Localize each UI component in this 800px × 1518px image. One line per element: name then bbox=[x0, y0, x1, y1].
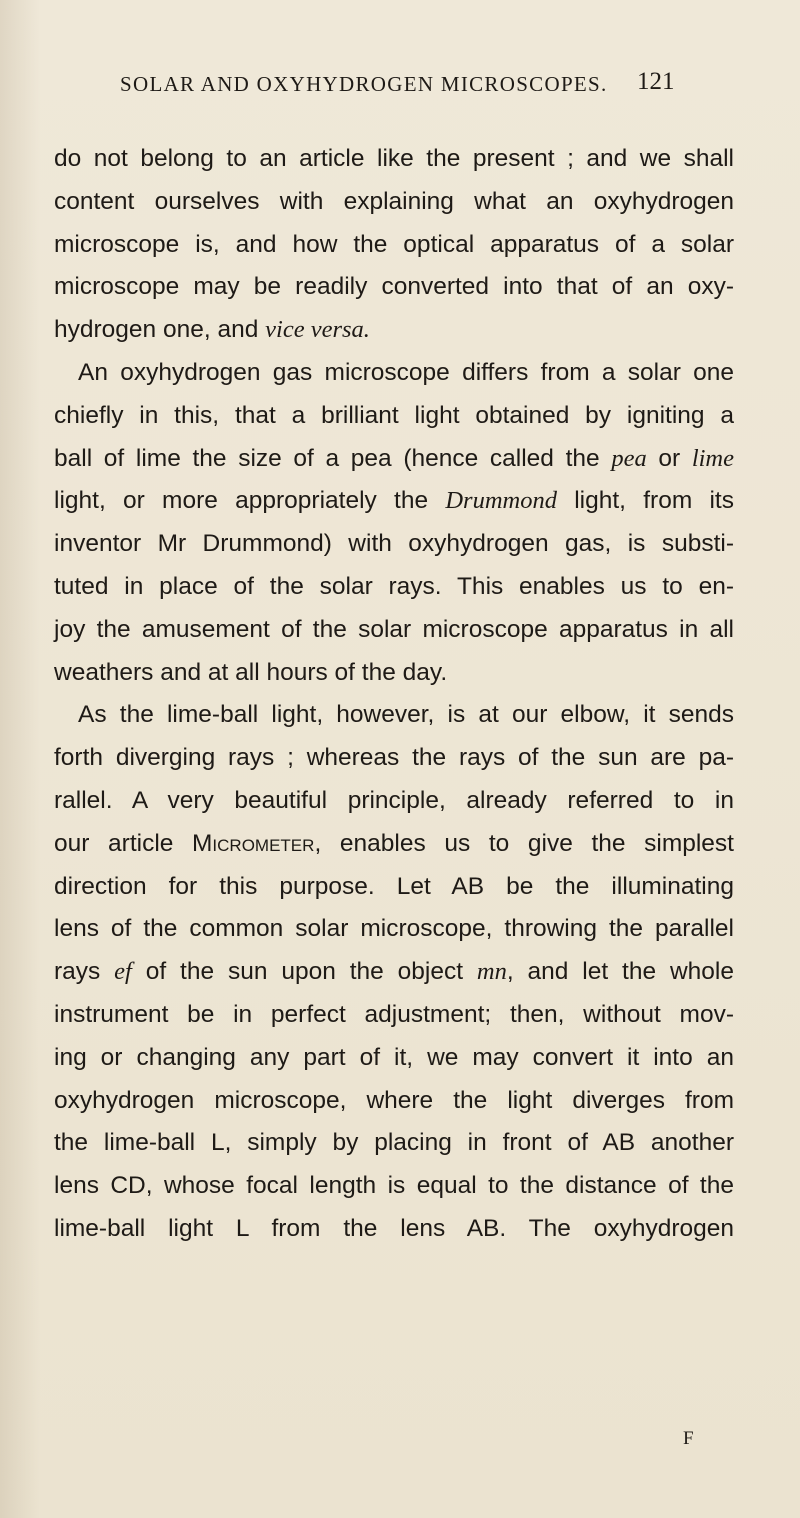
text-line: the lime-ball L, simply by placing in front of AB another bbox=[54, 1129, 734, 1157]
text-line: inventor Mr Drummond) with oxyhydrogen gas, is substi- bbox=[54, 530, 734, 558]
text-line: direction for this purpose. Let AB be the illuminating bbox=[54, 872, 734, 900]
signature-mark: F bbox=[683, 1428, 694, 1449]
text-line bbox=[54, 951, 734, 994]
text-line bbox=[54, 823, 734, 866]
running-title: SOLAR AND OXYHYDROGEN MICROSCOPES. bbox=[120, 72, 608, 96]
italic-phrase: Drummond bbox=[445, 487, 557, 515]
italic-phrase: mn bbox=[476, 958, 507, 986]
text-line: weathers and at all hours of the day. bbox=[54, 658, 448, 686]
text-segment: , and let the whole bbox=[506, 958, 735, 986]
text-line: joy the amusement of the solar microscope apparatus in all bbox=[54, 615, 734, 643]
italic-phrase: lime bbox=[691, 444, 734, 472]
text-line: instrument be in perfect adjustment; then, without mov- bbox=[54, 1000, 734, 1028]
text-line: forth diverging rays ; whereas the rays of the sun are pa- bbox=[54, 744, 734, 772]
text-line: microscope may be readily converted into that of an oxy- bbox=[54, 273, 734, 301]
italic-phrase: ef bbox=[114, 958, 132, 986]
text-line: rallel. A very beautiful principle, already referred to in bbox=[54, 786, 734, 814]
text-line bbox=[54, 438, 734, 481]
text-segment: our article bbox=[54, 829, 193, 857]
text-segment: rays bbox=[54, 958, 115, 986]
small-caps-phrase: Micrometer bbox=[192, 829, 315, 857]
italic-phrase: vice versa. bbox=[265, 316, 370, 344]
text-line bbox=[54, 480, 734, 523]
text-line: tuted in place of the solar rays. This enables us to en- bbox=[54, 572, 734, 600]
text-line: lens of the common solar microscope, throwing the parallel bbox=[54, 915, 734, 943]
text-line: microscope is, and how the optical apparatus of a solar bbox=[54, 230, 734, 258]
paragraph-start-line: As the lime-ball light, however, is at our elbow, it sends bbox=[78, 701, 734, 729]
text-line: lens CD, whose focal length is equal to the distance of the bbox=[54, 1172, 734, 1200]
text-line: chiefly in this, that a brilliant light obtained by igniting a bbox=[54, 401, 734, 429]
text-segment: or bbox=[646, 444, 692, 472]
text-segment: light, or more appropriately the bbox=[54, 487, 446, 515]
text-line bbox=[54, 309, 734, 352]
text-line: lime-ball light L from the lens AB. The oxyhydrogen bbox=[54, 1214, 734, 1242]
italic-phrase: pea bbox=[611, 444, 647, 472]
text-segment: ball of lime the size of a pea (hence called the bbox=[54, 444, 612, 472]
page-number: 121 bbox=[637, 68, 675, 95]
text-segment: , enables us to give the simplest bbox=[314, 829, 734, 857]
body-text bbox=[54, 138, 734, 1251]
text-line: oxyhydrogen microscope, where the light diverges from bbox=[54, 1086, 734, 1114]
running-head bbox=[0, 60, 800, 100]
text-line: do not belong to an article like the present ; and we shall bbox=[54, 145, 734, 172]
text-segment: hydrogen one, and bbox=[54, 316, 266, 344]
text-line: ing or changing any part of it, we may convert it into an bbox=[54, 1043, 734, 1071]
text-line: content ourselves with explaining what an oxyhydrogen bbox=[54, 187, 734, 215]
paragraph-start-line: An oxyhydrogen gas microscope differs from a solar one bbox=[78, 358, 734, 386]
text-segment: of the sun upon the object bbox=[131, 958, 477, 986]
text-segment: light, from its bbox=[556, 487, 734, 515]
